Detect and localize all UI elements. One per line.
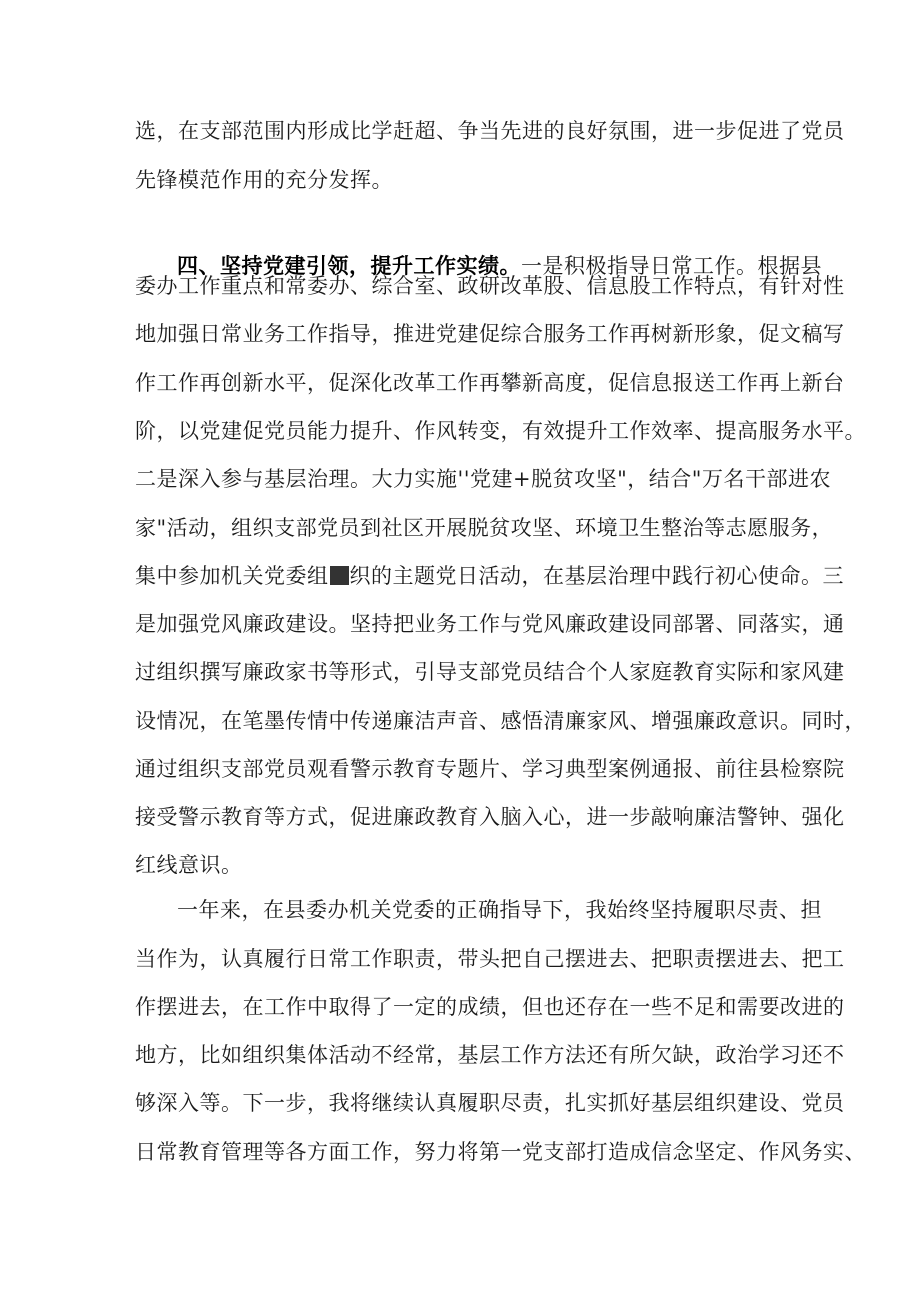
redaction-block	[330, 566, 349, 585]
text-line: 家"活动，组织支部党员到社区开展脱贫攻坚、环境卫生整治等志愿服务，	[135, 516, 834, 540]
text-span: 集中参加机关党委组	[135, 564, 329, 588]
text-line: 够深入等。下一步，我将继续认真履职尽责，扎实抓好基层组织建设、党员	[135, 1091, 845, 1115]
text-line: 委办工作重点和常委办、综合室、政研改革股、信息股工作特点，有针对性	[135, 274, 845, 298]
text-line: 是加强党风廉政建设。坚持把业务工作与党风廉政建设同部署、同落实，通	[135, 612, 845, 636]
text-line: 当作为，认真履行日常工作职责，带头把自己摆进去、把职责摆进去、把工	[135, 947, 845, 971]
text-line: 地加强日常业务工作指导，推进党建促综合服务工作再树新形象，促文稿写	[135, 322, 845, 346]
text-line: 选，在支部范围内形成比学赶超、争当先进的良好氛围，进一步促进了党员	[135, 119, 845, 143]
text-line: 二是深入参与基层治理。大力实施''党建+脱贫攻坚"，结合"万名干部进农	[135, 467, 831, 491]
text-line: 作工作再创新水平，促深化改革工作再攀新高度，促信息报送工作再上新台	[135, 371, 845, 395]
text-line: 日常教育管理等各方面工作，努力将第一党支部打造成信念坚定、作风务实、	[135, 1140, 866, 1164]
text-span: 一是积极指导日常工作。根据县	[521, 254, 822, 278]
text-line: 红线意识。	[135, 853, 243, 877]
text-line: 通过组织支部党员观看警示教育专题片、学习典型案例通报、前往县检察院	[135, 757, 845, 781]
text-line: 阶，以党建促党员能力提升、作风转变，有效提升工作效率、提高服务水平。	[135, 419, 866, 443]
text-line: 先锋模范作用的充分发挥。	[135, 168, 393, 192]
text-line: 接受警示教育等方式，促进廉政教育入脑入心，进一步敲响廉洁警钟、强化	[135, 805, 845, 829]
text-line: 设情况，在笔墨传情中传递廉洁声音、感悟清廉家风、增强廉政意识。同时，	[135, 709, 866, 733]
section-heading: 四、坚持党建引领，提升工作实绩。	[177, 253, 521, 278]
text-line-with-redaction	[135, 556, 844, 596]
text-line: 一年来，在县委办机关党委的正确指导下，我始终坚持履职尽责、担	[177, 898, 822, 922]
text-line: 过组织撰写廉政家书等形式，引导支部党员结合个人家庭教育实际和家风建	[135, 660, 845, 684]
text-span: 织的主题党日活动，在基层治理中践行初心使命。三	[349, 564, 844, 588]
text-line: 作摆进去，在工作中取得了一定的成绩，但也还存在一些不足和需要改进的	[135, 995, 845, 1019]
text-line: 地方，比如组织集体活动不经常，基层工作方法还有所欠缺，政治学习还不	[135, 1043, 845, 1067]
